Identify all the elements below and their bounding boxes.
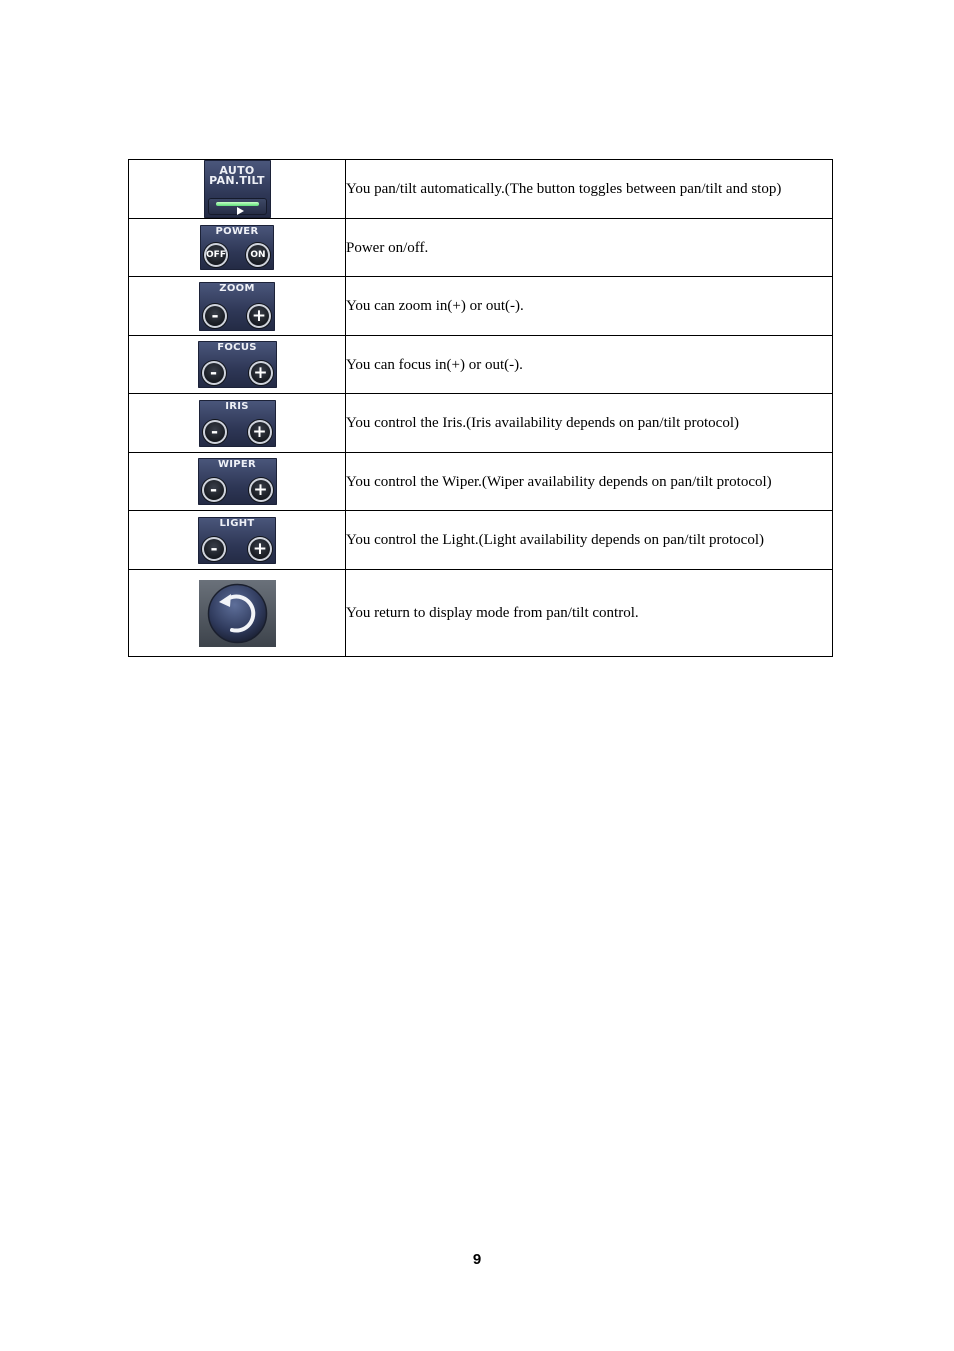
table-row: [129, 453, 833, 511]
return-button[interactable]: [199, 580, 276, 647]
icon-cell: [129, 453, 346, 511]
zoom-out-button[interactable]: -: [203, 304, 227, 328]
focus-in-button[interactable]: +: [249, 361, 273, 385]
zoom-control: [199, 282, 275, 331]
auto-pan-tilt-label: AUTO PAN.TILT: [209, 164, 265, 187]
icon-cell: [129, 219, 346, 277]
power-off-button[interactable]: OFF: [204, 243, 228, 267]
icon-cell: [129, 394, 346, 453]
icon-cell: [129, 570, 346, 657]
auto-pan-tilt-button[interactable]: [204, 160, 271, 218]
status-glow: [216, 202, 259, 206]
iris-control: [199, 400, 276, 447]
auto-pan-tilt-bar: [208, 198, 267, 215]
wiper-minus-button[interactable]: -: [202, 478, 226, 502]
iris-open-button[interactable]: +: [248, 420, 272, 444]
icon-cell: [129, 160, 346, 219]
focus-out-button[interactable]: -: [202, 361, 226, 385]
table-row: [129, 336, 833, 394]
row-description: Power on/off.: [346, 219, 833, 277]
wiper-label: WIPER: [217, 459, 257, 470]
zoom-in-button[interactable]: +: [247, 304, 271, 328]
row-description: You control the Wiper.(Wiper availability depends on pan/tilt protocol): [346, 453, 833, 511]
row-description: You control the Light.(Light availability depends on pan/tilt protocol): [346, 511, 833, 570]
icon-cell: [129, 277, 346, 336]
row-description: You control the Iris.(Iris availability depends on pan/tilt protocol): [346, 394, 833, 453]
table-row: [129, 219, 833, 277]
play-icon: [237, 207, 244, 215]
table-row: [129, 277, 833, 336]
light-control: [198, 517, 276, 564]
table-row: [129, 570, 833, 657]
wiper-control: [198, 458, 277, 505]
power-control: [200, 225, 274, 270]
focus-control: [198, 341, 277, 388]
zoom-label: ZOOM: [219, 282, 255, 294]
icon-cell: [129, 511, 346, 570]
wiper-plus-button[interactable]: +: [249, 478, 273, 502]
table-row: [129, 394, 833, 453]
ptz-controls-table: [128, 159, 833, 657]
light-label: LIGHT: [219, 517, 255, 529]
iris-close-button[interactable]: -: [203, 420, 227, 444]
row-description: You pan/tilt automatically.(The button toggles between pan/tilt and stop): [346, 160, 833, 219]
page-number: 9: [472, 1251, 482, 1268]
row-description: You can zoom in(+) or out(-).: [346, 277, 833, 336]
table-row: [129, 511, 833, 570]
focus-label: FOCUS: [217, 342, 257, 353]
light-minus-button[interactable]: -: [202, 537, 226, 561]
table-row: [129, 160, 833, 219]
power-label: POWER: [215, 226, 259, 237]
row-description: You return to display mode from pan/tilt control.: [346, 570, 833, 657]
icon-cell: [129, 336, 346, 394]
light-plus-button[interactable]: +: [248, 537, 272, 561]
power-on-button[interactable]: ON: [246, 243, 270, 267]
return-arrow-icon: [199, 580, 276, 647]
iris-label: IRIS: [225, 400, 249, 412]
row-description: You can focus in(+) or out(-).: [346, 336, 833, 394]
